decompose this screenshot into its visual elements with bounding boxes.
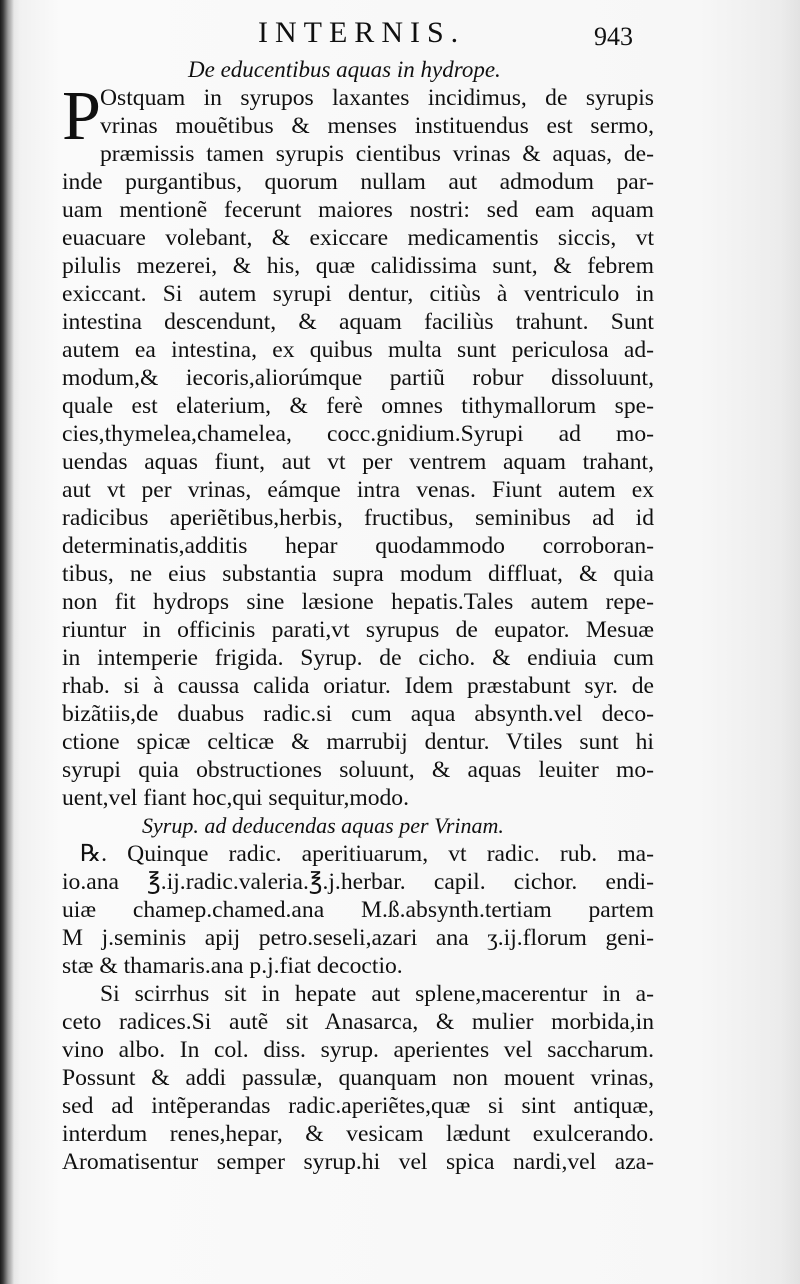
binding-edge bbox=[0, 0, 14, 1284]
text-line: riuntur in officinis parati,vt syrupus de eupator. Mesuæ bbox=[62, 617, 654, 643]
text-line: M j.seminis apij petro.seseli,azari ana ʒ.ij.florum geni- bbox=[62, 925, 654, 951]
text-line: Ostquam in syrupos laxantes incidimus, de syrupis bbox=[100, 85, 654, 111]
text-line: tibus, ne eius substantia supra modum diffluat, & quia bbox=[62, 561, 654, 587]
text-line: autem ea intestina, ex quibus multa sunt periculosa ad- bbox=[62, 337, 654, 363]
section-heading: De educentibus aquas in hydrope. bbox=[188, 57, 501, 82]
drop-cap: P bbox=[62, 78, 101, 155]
text-line: uam mentionẽ fecerunt maiores nostri: sed eam aquam bbox=[62, 197, 654, 223]
text-line: ceto radices.Si autẽ sit Anasarca, & mulier morbida,in bbox=[62, 1009, 654, 1035]
text-line: aut vt per vrinas, eámque intra venas. Fiunt autem ex bbox=[62, 477, 654, 503]
text-line: Si scirrhus sit in hepate aut splene,macerentur in a- bbox=[100, 981, 654, 1007]
running-title: INTERNIS. bbox=[258, 16, 466, 49]
text-line: intestina descendunt, & aquam faciliùs trahunt. Sunt bbox=[62, 309, 654, 335]
paragraph-2 bbox=[62, 980, 654, 1176]
text-line: uiæ chamep.chamed.ana M.ß.absynth.tertiam partem bbox=[62, 897, 654, 923]
text-line: sed ad intẽperandas radic.aperiẽtes,quæ si sint antiquæ, bbox=[62, 1093, 654, 1119]
recipe bbox=[62, 840, 654, 980]
page-number: 943 bbox=[594, 22, 633, 51]
paragraph-1 bbox=[62, 78, 654, 812]
body-text bbox=[62, 78, 654, 1176]
text-line: Aromatisentur semper syrup.hi vel spica nardi,vel aza- bbox=[62, 1149, 654, 1175]
text-line: in intemperie frigida. Syrup. de cicho. & endiuia cum bbox=[62, 645, 654, 671]
text-line: pilulis mezerei, & his, quæ calidissima sunt, & febrem bbox=[62, 253, 654, 279]
text-line: stæ & thamaris.ana p.j.fiat decoctio. bbox=[62, 953, 403, 979]
text-line: non fit hydrops sine læsione hepatis.Tales autem repe- bbox=[62, 589, 654, 615]
text-line: modum,& iecoris,aliorúmque partiũ robur dissoluunt, bbox=[62, 365, 654, 391]
text-line: ctione spicæ celticæ & marrubij dentur. Vtiles sunt hi bbox=[62, 729, 654, 755]
text-line: io.ana ℥.ij.radic.valeria.℥.j.herbar. capil. cichor. endi- bbox=[62, 869, 654, 895]
text-line: interdum renes,hepar, & vesicam lædunt exulcerando. bbox=[62, 1121, 654, 1147]
text-line: rhab. si à caussa calida oriatur. Idem præstabunt syr. de bbox=[62, 673, 654, 699]
text-line: bizãtiis,de duabus radic.si cum aqua absynth.vel deco- bbox=[62, 701, 654, 727]
text-line: exiccant. Si autem syrupi dentur, citiùs à ventriculo in bbox=[62, 281, 654, 307]
text-line: vrinas mouẽtibus & menses instituendus est sermo, bbox=[100, 113, 654, 139]
text-line: vino albo. In col. diss. syrup. aperientes vel saccharum. bbox=[62, 1037, 654, 1063]
text-line: uent,vel fiant hoc,qui sequitur,modo. bbox=[62, 785, 409, 811]
text-line: ℞. Quinque radic. aperitiuarum, vt radic. rub. ma- bbox=[80, 841, 654, 867]
text-line: euacuare volebant, & exiccare medicamentis siccis, vt bbox=[62, 225, 654, 251]
text-line: inde purgantibus, quorum nullam aut admodum par- bbox=[62, 169, 654, 195]
text-line: Possunt & addi passulæ, quanquam non mouent vrinas, bbox=[62, 1065, 654, 1091]
text-line: præmissis tamen syrupis cientibus vrinas & aquas, de- bbox=[100, 141, 654, 167]
sub-heading: Syrup. ad deducendas aquas per Vrinam. bbox=[142, 813, 504, 838]
text-line: radicibus aperiẽtibus,herbis, fructibus, seminibus ad id bbox=[62, 505, 654, 531]
text-line: determinatis,additis hepar quodammodo corroboran- bbox=[62, 533, 654, 559]
text-line: quale est elaterium, & ferè omnes tithymallorum spe- bbox=[62, 393, 654, 419]
page-header bbox=[0, 14, 800, 54]
text-line: uendas aquas fiunt, aut vt per ventrem aquam trahant, bbox=[62, 449, 654, 475]
text-line: cies,thymelea,chamelea, cocc.gnidium.Syrupi ad mo- bbox=[62, 421, 654, 447]
text-line: syrupi quia obstructiones soluunt, & aquas leuiter mo- bbox=[62, 757, 654, 783]
